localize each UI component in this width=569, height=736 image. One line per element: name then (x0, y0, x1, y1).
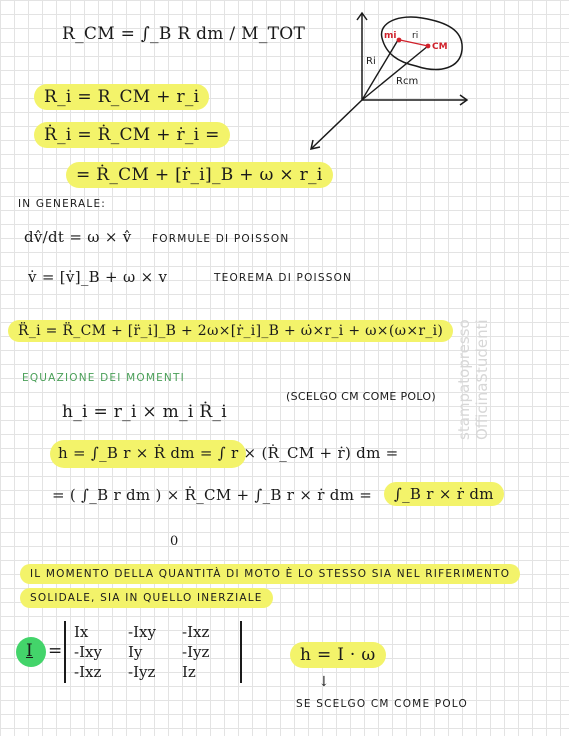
rcm-definition: R_CM = ∫_B R dm / M_TOT (62, 24, 306, 44)
down-arrow-icon: ↓ (318, 674, 331, 690)
zero-result: 0 (170, 534, 179, 549)
matrix-cell: -Iyz (128, 663, 156, 681)
h-i-equation: h_i = r_i × m_i Ṙ_i (62, 402, 227, 422)
label-cm: CM (432, 42, 448, 52)
ri-equation: R_i = R_CM + r_i (34, 84, 209, 110)
in-generale-heading: IN GENERALE: (18, 198, 107, 210)
se-scelgo-note: SE SCELGO CM COME POLO (296, 698, 468, 710)
label-Ri: Ri (366, 56, 376, 67)
equazione-momenti-heading: EQUAZIONE DEI MOMENTI (22, 372, 185, 384)
matrix-cell: -Ixz (74, 663, 102, 681)
momento-statement-1: IL MOMENTO DELLA QUANTITÀ DI MOTO È LO STESSO SIA NEL RIFERIMENTO (20, 564, 520, 584)
equals-sign: = (48, 641, 63, 661)
rigid-body-shape (382, 17, 463, 69)
matrix-cell: -Ixy (128, 623, 156, 641)
reference-diagram (300, 8, 480, 156)
formule-poisson-label: FORMULE DI POISSON (152, 233, 290, 245)
inertia-symbol: I (26, 641, 34, 661)
acceleration-equation: R̈_i = R̈_CM + [r̈_i]_B + 2ω×[ṙ_i]_B + ω̇×r_i + ω×(ω×r_i) (8, 320, 453, 342)
matrix-cell: Ix (74, 623, 89, 641)
h-inertia-equation: h = I · ω (290, 642, 386, 668)
inertia-matrix (64, 621, 242, 683)
axis-y (312, 100, 362, 148)
matrix-cell: -Ixz (182, 623, 210, 641)
h-split-equation: = ( ∫_B r dm ) × Ṙ_CM + ∫_B r × ṙ dm = (52, 486, 373, 504)
label-mi: mi (384, 31, 397, 41)
vector-Ri (362, 40, 398, 100)
momento-statement-2: SOLIDALE, SIA IN QUELLO INERZIALE (20, 588, 273, 608)
watermark: stampatopresso OfficinaStudenti (455, 319, 491, 440)
matrix-cell: -Ixy (74, 643, 102, 661)
matrix-cell: -Iyz (182, 643, 210, 661)
ri-dot-expanded: = Ṙ_CM + [ṙ_i]_B + ω × r_i (66, 162, 333, 188)
label-ri: ri (412, 31, 419, 41)
point-cm (426, 44, 431, 49)
teorema-poisson-label: TEOREMA DI POISSON (214, 272, 353, 284)
ri-dot-equation: Ṙ_i = Ṙ_CM + ṙ_i = (34, 122, 230, 148)
vector-Rcm (362, 46, 428, 100)
poisson-formula: dv̂/dt = ω × v̂ (24, 228, 132, 246)
matrix-cell: Iy (128, 643, 143, 661)
h-integral-equation: h = ∫_B r × Ṙ dm = ∫ r × (Ṙ_CM + ṙ) dm = (58, 444, 399, 462)
teorema-formula: v̇ = [v̇]_B + ω × v (28, 268, 168, 286)
label-Rcm: Rcm (396, 76, 419, 87)
matrix-cell: Iz (182, 663, 196, 681)
scelgo-cm-note: (SCELGO CM COME POLO) (286, 390, 436, 403)
point-mi (397, 38, 402, 43)
h-split-result: ∫_B r × ṙ dm (384, 482, 504, 506)
